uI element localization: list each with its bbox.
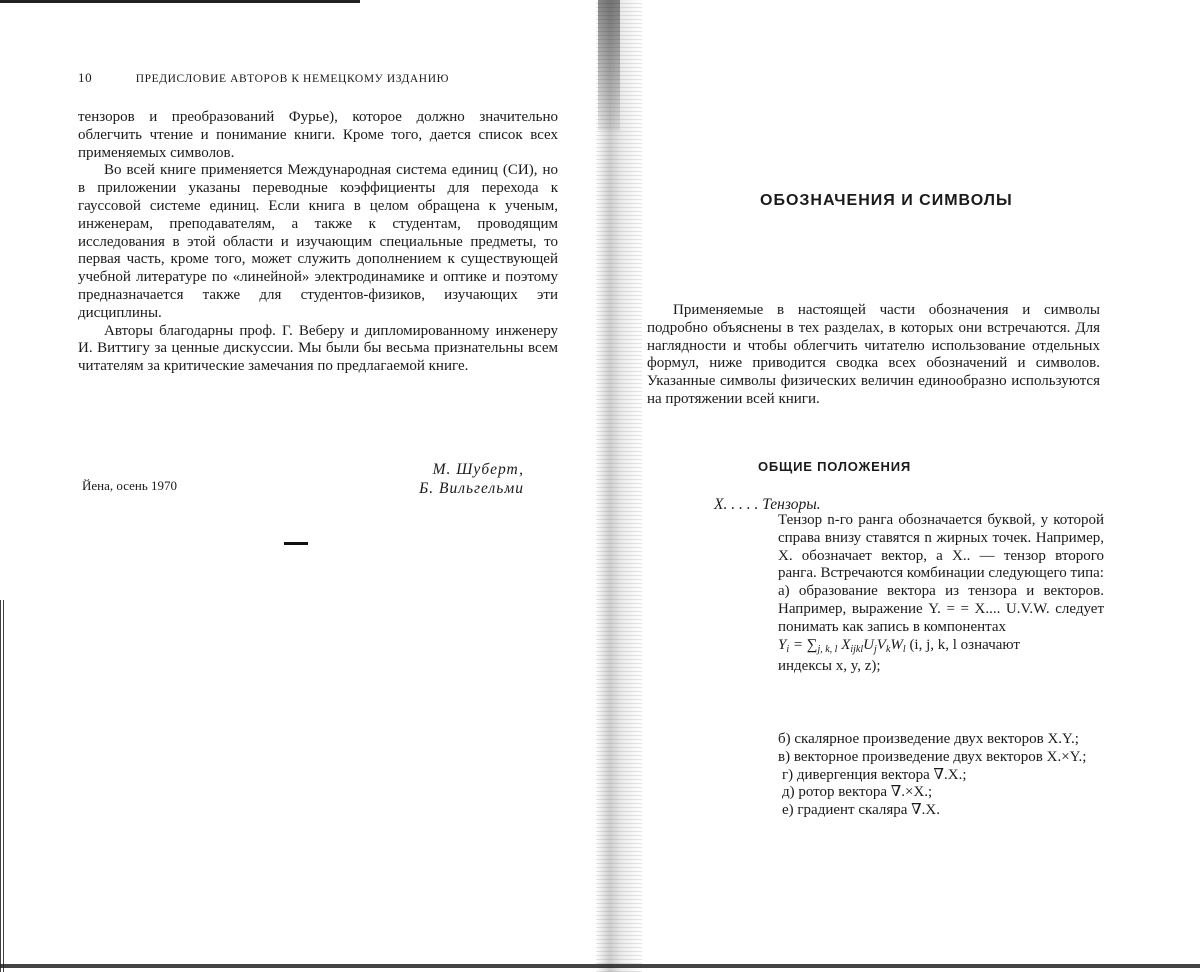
author-name: Б. Вильгельми [419, 480, 524, 497]
scan-edge-top [0, 0, 360, 3]
book-gutter [596, 0, 642, 972]
place-date: Йена, осень 1970 [82, 478, 178, 493]
formula-note: индексы x, y, z); [778, 658, 881, 675]
gutter-shadow [598, 0, 620, 130]
decorative-dash [284, 542, 308, 545]
paragraph: Авторы благодарны проф. Г. Веберу и дипломированному инженеру И. Виттигу за ценные дискуссии. Мы были бы весьма признательны всем читателям за критические замечания по предлагаемой книге. [78, 322, 558, 375]
list-item: д) ротор вектора ∇.×X.; [782, 784, 933, 801]
entry-symbol: X. . . . . [714, 496, 759, 513]
chapter-title: ОБОЗНАЧЕНИЯ И СИМВОЛЫ [760, 192, 1013, 209]
running-head-title: ПРЕДИСЛОВИЕ АВТОРОВ К НЕМЕЦКОМУ ИЗДАНИЮ [135, 73, 450, 85]
entry-body [778, 512, 1104, 676]
author-name: М. Шуберт, [432, 461, 524, 478]
entry-term: Тензоры. [762, 496, 821, 513]
authors-signature [360, 460, 524, 498]
paragraph: Во всей книге применяется Международная система единиц (СИ), но в приложении указаны переводные коэффициенты для перехода к гауссовой системе единиц. Если книга в целом обращена к ученым, инженерам, преподавателям, а также к студентам, проводящим исследования в этой области и изучающим специальные предметы, то первая часть, кроме того, может служить дополнением к существующей учебной литературе по «линейной» электродинамике и оптике и поэтому предназначается также для студентов-физиков, изучающих эти дисциплины. [78, 162, 558, 321]
section-title: ОБЩИЕ ПОЛОЖЕНИЯ [758, 459, 912, 474]
page-number: 10 [78, 70, 93, 85]
paragraph: тензоров и преобразований Фурье), которое должно значительно облегчить чтение и понимание книги. Кроме того, дается список всех применяемых символов. [78, 109, 558, 161]
intro-paragraph-container [647, 302, 1100, 409]
component-formula: $Y_i = \sum_{j, k, l}$ $X_{ijkl}U_jV_kW_l$ (i, j, k, l означают [778, 636, 1020, 655]
list-item: б) скалярное произведение двух векторов X.Y.; [778, 731, 1079, 747]
operations-list [778, 731, 1104, 820]
list-item: г) дивергенция вектора ∇.X.; [782, 766, 967, 783]
running-head [78, 70, 558, 86]
list-item: в) векторное произведение двух векторов X.×Y.; [778, 748, 1087, 765]
entry-description: а) образование вектора из тензора и векторов. Например, выражение Y. = = X.... U.V.W. следует понимать как запись в компонентах [778, 583, 1104, 635]
scan-edge-left [0, 600, 6, 972]
scan-edge-bottom [0, 964, 1200, 968]
intro-paragraph: Применяемые в настоящей части обозначения и символы подробно объяснены в тех разделах, в которых они встречаются. Для наглядности и чтобы облегчить читателю использование отдельных формул, ниже приводится сводка всех обозначений и символов. Указанные символы физических величин единообразно используются на протяжении всей книги. [647, 302, 1100, 407]
left-page-text [78, 109, 558, 376]
list-item: е) градиент скаляра ∇.X. [782, 802, 940, 819]
entry-description: Тензор n-го ранга обозначается буквой, у которой справа внизу ставятся n жирных точек. Например, X. обозначает вектор, а X.. — тензор второго ранга. Встречаются комбинации следующего типа: [778, 512, 1104, 582]
